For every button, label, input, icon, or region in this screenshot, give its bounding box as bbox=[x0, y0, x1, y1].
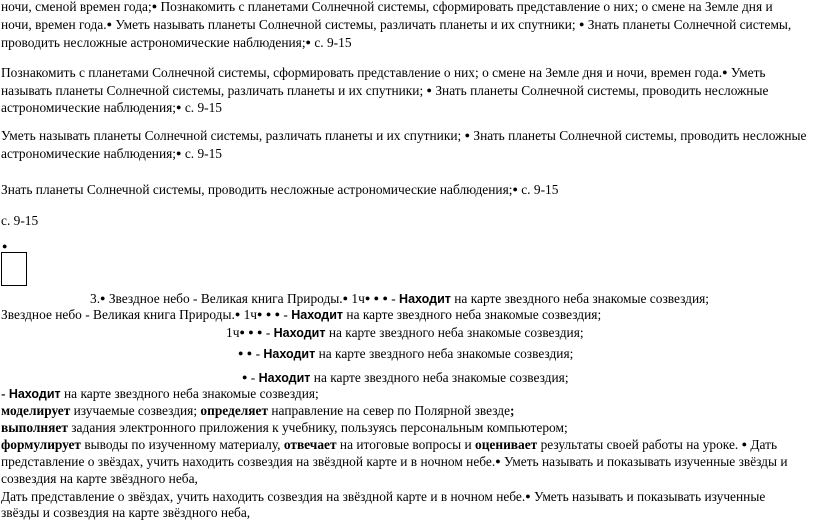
text-line bbox=[1, 34, 352, 53]
text-fragment: созвездия на карте звёздного неба, bbox=[1, 471, 198, 486]
text-fragment: 1ч bbox=[226, 325, 240, 340]
text-fragment: называть планеты Солнечной системы, различать планеты и их спутники; bbox=[1, 83, 427, 98]
bullet-icon: ● bbox=[342, 293, 349, 303]
bullet-icon: ● bbox=[2, 241, 8, 251]
bullet-icon: ● bbox=[373, 293, 380, 303]
text-fragment: Находит bbox=[291, 308, 344, 322]
bullet-icon: ● bbox=[274, 309, 281, 319]
bullet-icon: ● bbox=[239, 327, 245, 337]
bullet-icon: ● bbox=[464, 130, 471, 140]
text-fragment: ночи, сменой времен года; bbox=[1, 0, 152, 14]
text-fragment: Уметь bbox=[727, 65, 766, 80]
text-fragment: с. 9-15 bbox=[517, 182, 559, 197]
text-fragment: Уметь называть и показывать изученные звёзды и bbox=[500, 454, 788, 469]
text-line bbox=[1, 181, 558, 200]
bullet-icon: ● bbox=[741, 439, 748, 449]
text-fragment: представление о звёздах, учить находить созвездия на звёздной карте и в ночном небе. bbox=[1, 454, 496, 469]
text-fragment: формулирует bbox=[1, 437, 81, 452]
bullet-icon: ● bbox=[238, 348, 244, 358]
text-fragment: отвечает bbox=[283, 437, 337, 452]
bullet-icon: ● bbox=[100, 293, 106, 303]
text-fragment: 1ч bbox=[240, 307, 258, 322]
text-line bbox=[1, 504, 250, 521]
bullet-icon: ● bbox=[106, 19, 113, 29]
text-line bbox=[1, 145, 222, 164]
bullet-icon: ● bbox=[265, 309, 272, 319]
text-line bbox=[1, 306, 601, 325]
text-fragment: Находит bbox=[273, 326, 326, 340]
text-fragment: ночи, времен года. bbox=[1, 17, 107, 32]
bullet-icon: ● bbox=[176, 148, 182, 158]
bullet-icon: ● bbox=[305, 37, 311, 47]
text-fragment: выводы по изученному материалу, bbox=[81, 437, 284, 452]
text-fragment: результаты своей работы на уроке. bbox=[537, 437, 742, 452]
text-fragment: оценивает bbox=[475, 437, 538, 452]
text-fragment: проводить несложные астрономические наблюдения; bbox=[1, 35, 306, 50]
bullet-icon: ● bbox=[257, 309, 263, 319]
text-line bbox=[226, 324, 584, 343]
text-fragment: Познакомить с планетами Солнечной системы, сформировать представление о них; о смене на Земле дня и ночи, времен года. bbox=[1, 65, 723, 80]
text-fragment: Дать bbox=[747, 437, 778, 452]
bullet-icon: ● bbox=[242, 372, 248, 382]
text-fragment: на итоговые вопросы и bbox=[336, 437, 475, 452]
text-fragment: на карте звездного неба знакомые созвездия; bbox=[315, 346, 574, 361]
text-line bbox=[1, 127, 806, 146]
text-line bbox=[1, 99, 222, 118]
bullet-icon: ● bbox=[512, 184, 518, 194]
text-fragment: 1ч bbox=[348, 291, 365, 306]
text-fragment: Находит bbox=[399, 292, 451, 306]
text-fragment: 3. bbox=[90, 291, 101, 306]
text-fragment: звёзды и созвездия на карте звёздного неба, bbox=[1, 505, 251, 520]
text-fragment: - bbox=[247, 370, 259, 385]
text-fragment: - bbox=[1, 386, 9, 401]
bullet-icon: ● bbox=[525, 491, 531, 501]
bullet-icon: ● bbox=[176, 102, 182, 112]
text-fragment: направление на север по Полярной звезде bbox=[268, 403, 511, 418]
text-fragment: Знать планеты Солнечной системы, проводить несложные bbox=[431, 83, 769, 98]
text-fragment: моделирует bbox=[1, 403, 71, 418]
bullet-icon: ● bbox=[246, 348, 253, 358]
text-fragment: выполняет bbox=[1, 420, 68, 435]
text-fragment: Уметь называть и показывать изученные bbox=[530, 489, 766, 504]
text-line bbox=[1, 402, 515, 419]
bullet-icon: ● bbox=[495, 456, 501, 466]
text-fragment: Уметь называть планеты Солнечной системы, различать планеты и их спутники; bbox=[1, 128, 465, 143]
text-fragment: ; bbox=[510, 403, 515, 418]
bullet-icon: ● bbox=[722, 67, 728, 77]
text-fragment: Уметь называть планеты Солнечной системы, различать планеты и их спутники; bbox=[112, 17, 579, 32]
text-fragment: Находит bbox=[263, 347, 316, 361]
text-fragment: астрономические наблюдения; bbox=[1, 100, 177, 115]
bullet-icon: ● bbox=[151, 1, 158, 11]
text-fragment: астрономические наблюдения; bbox=[1, 146, 177, 161]
text-line bbox=[1, 470, 198, 487]
bullet-icon: ● bbox=[426, 85, 432, 95]
text-line bbox=[1, 64, 766, 83]
text-fragment: на карте звездного неба знакомые созвездия; bbox=[343, 307, 602, 322]
text-line bbox=[1, 212, 38, 229]
text-fragment: Знать планеты Солнечной системы, проводить несложные астрономические наблюдения; bbox=[1, 182, 513, 197]
text-fragment: определяет bbox=[200, 403, 269, 418]
text-fragment: Звездное небо - Великая книга Природы. bbox=[1, 307, 235, 322]
text-fragment: с. 9-15 bbox=[181, 100, 223, 115]
text-fragment: на карте звездного неба знакомые созвездия; bbox=[60, 386, 319, 401]
text-fragment: Находит bbox=[258, 371, 311, 385]
text-fragment: Находит bbox=[8, 387, 61, 401]
text-fragment: на карте звездного неба знакомые созвездия; bbox=[450, 291, 709, 306]
text-fragment: Познакомить с планетами Солнечной системы, сформировать представление о них; о смене на Земле дня и bbox=[157, 0, 773, 14]
bullet-icon: ● bbox=[578, 19, 585, 29]
bullet-icon: ● bbox=[257, 327, 263, 337]
text-fragment: на карте звездного неба знакомые созвездия; bbox=[325, 325, 584, 340]
text-line bbox=[1, 419, 568, 436]
text-fragment: - bbox=[280, 307, 292, 322]
bullet-icon: ● bbox=[248, 327, 254, 337]
text-line bbox=[1, 385, 319, 403]
text-fragment: на карте звездного неба знакомые созвездия; bbox=[310, 370, 569, 385]
text-fragment: - bbox=[262, 325, 274, 340]
text-fragment: изучаемые созвездия; bbox=[70, 403, 201, 418]
text-fragment: с. 9-15 bbox=[1, 213, 39, 228]
text-fragment: Дать представление о звёздах, учить находить созвездия на звёздной карте и в ночном небе. bbox=[1, 489, 526, 504]
bullet-icon: ● bbox=[364, 293, 371, 303]
text-line bbox=[1, 0, 773, 17]
text-fragment: - bbox=[252, 346, 264, 361]
text-fragment: с. 9-15 bbox=[181, 146, 223, 161]
text-line bbox=[238, 345, 573, 364]
text-fragment: Знать планеты Солнечной системы, проводить несложные bbox=[470, 128, 807, 143]
text-fragment: Знать планеты Солнечной системы, bbox=[584, 17, 792, 32]
empty-frame bbox=[1, 252, 27, 286]
text-fragment: Звездное небо - Великая книга Природы. bbox=[105, 291, 343, 306]
text-line bbox=[1, 16, 791, 35]
text-fragment: задания электронного приложения к учебнику, пользуясь персональным компьютером; bbox=[67, 420, 568, 435]
text-fragment: с. 9-15 bbox=[310, 35, 352, 50]
bullet-icon: ● bbox=[382, 293, 388, 303]
text-fragment: - bbox=[387, 291, 400, 306]
bullet-icon: ● bbox=[234, 309, 241, 319]
